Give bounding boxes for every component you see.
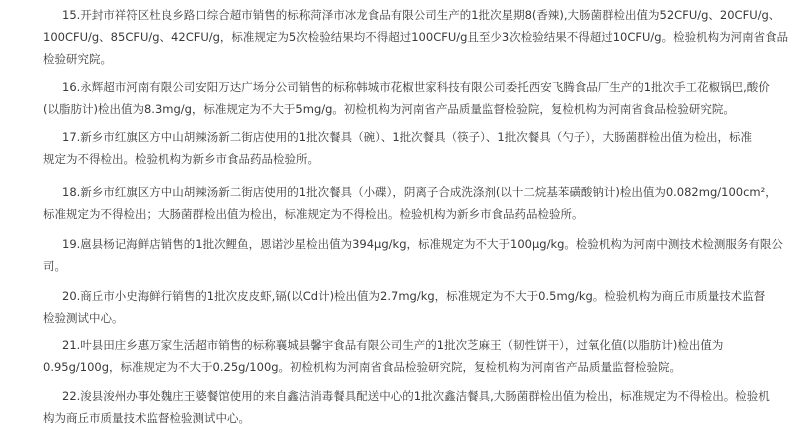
- item-22-line-1: 22.浚县浚州办事处魏庄王婆餐馆使用的来自鑫洁消毒餐具配送中心的1批次鑫洁餐具,大肠菌群检出值为检出，标准规定为不得检出。检验机: [62, 389, 770, 403]
- item-20-line-1: 20.商丘市小史海鲜行销售的1批次皮皮虾,镉(以Cd计)检出值为2.7mg/kg，标准规定为不大于0.5mg/kg。检验机构为商丘市质量技术监督: [62, 289, 766, 303]
- item-22-line-2: 构为商丘市质量技术监督检验测试中心。: [43, 411, 250, 425]
- item-17-line-1: 17.新乡市红旗区方中山胡辣汤新二街店使用的1批次餐具（碗）、1批次餐具（筷子）、1批次餐具（勺子），大肠菌群检出值为检出，标准: [62, 130, 752, 144]
- item-18: [0, 181, 777, 225]
- item-16: [0, 76, 770, 120]
- item-15-line-3: 检验研究院。: [43, 52, 112, 66]
- item-16-line-1: 16.永辉超市河南有限公司安阳万达广场分公司销售的标称韩城市花椒世家科技有限公司委托西安飞腾食品厂生产的1批次手工花椒锅巴,酸价: [62, 80, 770, 94]
- item-21: [0, 334, 724, 378]
- item-20-line-2: 检验测试中心。: [43, 311, 124, 325]
- item-18-line-1: 18.新乡市红旗区方中山胡辣汤新二街店使用的1批次餐具（小碟），阴离子合成洗涤剂(以十二烷基苯磺酸钠计)检出值为0.082mg/100cm²，: [62, 185, 777, 199]
- item-15: [0, 4, 788, 70]
- item-16-line-2: (以脂肪计)检出值为8.3mg/g，标准规定为不大于5mg/g。初检机构为河南省产品质量监督检验院，复检机构为河南省食品检验研究院。: [43, 102, 735, 116]
- item-17-line-2: 规定为不得检出。检验机构为新乡市食品药品检验所。: [43, 152, 319, 166]
- item-20: [0, 285, 766, 329]
- item-19-line-1: 19.扈县杨记海鲜店销售的1批次鲤鱼，恩诺沙星检出值为394μg/kg，标准规定为不大于100μg/kg。检验机构为河南中测技术检测服务有限公: [62, 237, 783, 251]
- item-19-line-2: 司。: [43, 259, 66, 273]
- item-21-line-1: 21.叶县田庄乡惠万家生活超市销售的标称襄城县馨宇食品有限公司生产的1批次芝麻王（韧性饼干），过氧化值(以脂肪计)检出值为: [62, 338, 724, 352]
- item-15-line-2: 100CFU/g、85CFU/g、42CFU/g，标准规定为5次检验结果均不得超过100CFU/g且至少3次检验结果不得超过10CFU/g。检验机构为河南省食品: [43, 30, 788, 44]
- item-17: [0, 126, 752, 170]
- item-19: [0, 233, 783, 277]
- item-15-line-1: 15.开封市祥符区杜良乡路口综合超市销售的标称菏泽市冰龙食品有限公司生产的1批次星期8(香辣),大肠菌群检出值为52CFU/g、20CFU/g、: [62, 8, 781, 22]
- item-21-line-2: 0.95g/100g，标准规定为不大于0.25g/100g。初检机构为河南省食品检验研究院，复检机构为河南省产品质量监督检验院。: [43, 360, 682, 374]
- item-18-line-2: 标准规定为不得检出；大肠菌群检出值为检出，标准规定为不得检出。检验机构为新乡市食品药品检验所。: [43, 207, 584, 221]
- item-22: [0, 385, 770, 429]
